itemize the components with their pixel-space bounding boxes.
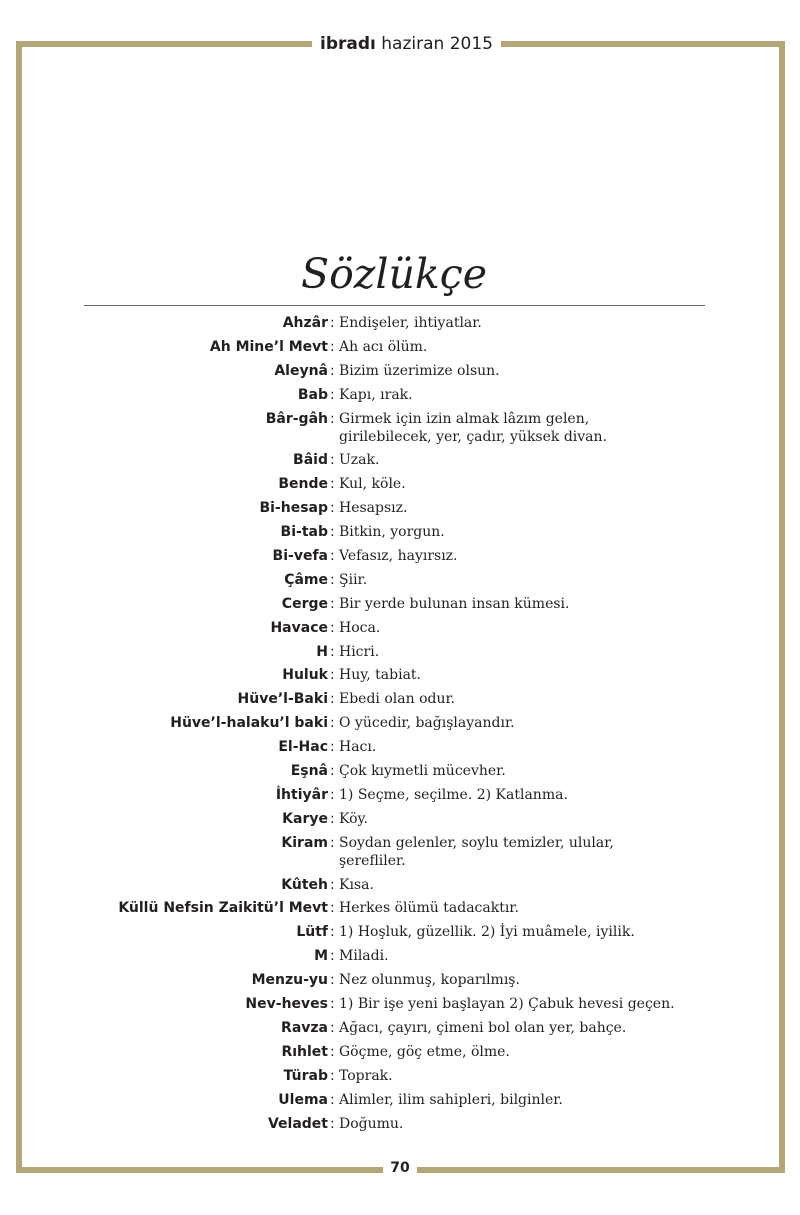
separator: : (330, 500, 335, 517)
glossary-entry (0, 1067, 800, 1085)
term: Hüve’l-Baki (237, 691, 328, 708)
separator: : (330, 362, 335, 379)
term: Huluk (282, 667, 328, 684)
term: Ulema (278, 1091, 328, 1108)
term: Ahzâr (282, 315, 328, 331)
definition: O yücedir, bağışlayandır. (339, 715, 515, 732)
glossary-entry (0, 475, 800, 493)
glossary-entry (0, 666, 800, 684)
definition: Bir yerde bulunan insan kümesi. (339, 595, 570, 612)
glossary-entry (0, 947, 800, 965)
definition: Ebedi olan odur. (339, 691, 456, 708)
glossary-entry (0, 571, 800, 589)
definition: Vefasız, hayırsız. (339, 548, 458, 565)
definition: Ah acı ölüm. (339, 338, 428, 355)
glossary-entry (0, 738, 800, 756)
glossary-entry (0, 362, 800, 380)
separator: : (330, 924, 335, 941)
glossary-entry (0, 386, 800, 404)
separator: : (330, 338, 335, 355)
term: M (314, 948, 328, 965)
separator: : (330, 452, 335, 469)
definition: 1) Seçme, seçilme. 2) Katlanma. (339, 786, 568, 803)
term: Menzu-yu (251, 972, 328, 989)
term: İhtiyâr (275, 786, 328, 803)
glossary-entry (0, 762, 800, 780)
separator: : (330, 386, 335, 403)
glossary-entry (0, 595, 800, 613)
separator: : (330, 715, 335, 732)
glossary-entry (0, 834, 800, 870)
definition: Bitkin, yorgun. (339, 524, 445, 541)
term: Türab (283, 1067, 328, 1084)
definition: Soydan gelenler, soylu temizler, ulular, şerefliler. (339, 834, 614, 869)
separator: : (330, 763, 335, 780)
glossary-entry (0, 786, 800, 804)
definition: Ağacı, çayırı, çimeni bol olan yer, bahçe. (339, 1019, 627, 1036)
separator: : (330, 1091, 335, 1108)
term: Bi-tab (280, 524, 328, 541)
definition: Kul, köle. (339, 476, 406, 493)
separator: : (330, 739, 335, 756)
glossary-list (0, 314, 800, 1138)
separator: : (330, 315, 335, 331)
term: Veladet (267, 1115, 328, 1132)
separator: : (330, 524, 335, 541)
definition: Uzak. (339, 452, 380, 469)
definition: Miladi. (339, 948, 389, 965)
term: Karye (282, 810, 328, 827)
term: Havace (270, 619, 328, 636)
glossary-entry (0, 1019, 800, 1037)
separator: : (330, 595, 335, 612)
glossary-entry (0, 1043, 800, 1061)
separator: : (330, 1067, 335, 1084)
page-number: 70 (383, 1158, 417, 1178)
definition: 1) Bir işe yeni başlayan 2) Çabuk hevesi geçen. (339, 996, 675, 1013)
definition: Endişeler, ihtiyatlar. (339, 315, 482, 331)
term: H (316, 643, 328, 660)
definition: Hacı. (339, 739, 377, 756)
definition: Köy. (339, 810, 369, 827)
term: Lütf (296, 924, 328, 941)
term: Çâme (284, 571, 328, 588)
separator: : (330, 667, 335, 684)
running-header (312, 33, 501, 55)
separator: : (330, 900, 335, 917)
glossary-entry (0, 314, 800, 332)
glossary-entry (0, 971, 800, 989)
definition: Çok kıymetli mücevher. (339, 763, 506, 780)
term: Rıhlet (281, 1043, 328, 1060)
separator: : (330, 571, 335, 588)
term: Bâid (293, 452, 328, 469)
glossary-entry (0, 690, 800, 708)
term: Kûteh (281, 876, 328, 893)
glossary-entry (0, 899, 800, 917)
separator: : (330, 476, 335, 493)
separator: : (330, 410, 335, 427)
definition: Alimler, ilim sahipleri, bilginler. (339, 1091, 563, 1108)
separator: : (330, 548, 335, 565)
separator: : (330, 876, 335, 893)
separator: : (330, 1019, 335, 1036)
glossary-entry (0, 523, 800, 541)
definition: Huy, tabiat. (339, 667, 422, 684)
title-divider (84, 305, 705, 306)
definition: 1) Hoşluk, güzellik. 2) İyi muâmele, iyilik. (339, 924, 635, 941)
term: Bende (278, 476, 328, 493)
term: Bâr-gâh (265, 410, 328, 427)
definition: Kısa. (339, 876, 374, 893)
separator: : (330, 619, 335, 636)
definition: Göçme, göç etme, ölme. (339, 1043, 510, 1060)
term: El-Hac (278, 739, 328, 756)
separator: : (330, 786, 335, 803)
glossary-entry (0, 876, 800, 894)
glossary-entry (0, 338, 800, 356)
term: Bi-vefa (272, 548, 328, 565)
separator: : (330, 643, 335, 660)
glossary-entry (0, 643, 800, 661)
separator: : (330, 1115, 335, 1132)
page-title: Sözlükçe (301, 250, 487, 298)
term: Hüve’l-halaku’l baki (170, 715, 328, 732)
separator: : (330, 948, 335, 965)
definition: Şiir. (339, 571, 368, 588)
separator: : (330, 691, 335, 708)
glossary-entry (0, 451, 800, 469)
definition: Kapı, ırak. (339, 386, 413, 403)
definition: Toprak. (339, 1067, 393, 1084)
definition: Herkes ölümü tadacaktır. (339, 900, 519, 917)
separator: : (330, 834, 335, 851)
definition: Girmek için izin almak lâzım gelen, girilebilecek, yer, çadır, yüksek divan. (339, 410, 607, 445)
term: Kiram (281, 834, 328, 851)
term: Ah Mine’l Mevt (209, 338, 328, 355)
term: Bab (297, 386, 328, 403)
glossary-entry (0, 995, 800, 1013)
term: Aleynâ (274, 362, 328, 379)
glossary-entry (0, 714, 800, 732)
separator: : (330, 1043, 335, 1060)
glossary-entry (0, 1115, 800, 1133)
separator: : (330, 996, 335, 1013)
term: Nev-heves (245, 996, 328, 1013)
definition: Hesapsız. (339, 500, 408, 517)
magazine-name: ibradı (320, 34, 376, 54)
issue-date: haziran 2015 (381, 34, 493, 54)
definition: Hoca. (339, 619, 381, 636)
definition: Hicri. (339, 643, 380, 660)
glossary-entry (0, 410, 800, 446)
glossary-entry (0, 619, 800, 637)
definition: Bizim üzerimize olsun. (339, 362, 500, 379)
definition: Doğumu. (339, 1115, 404, 1132)
term: Ravza (281, 1019, 328, 1036)
separator: : (330, 810, 335, 827)
glossary-entry (0, 923, 800, 941)
term: Küllü Nefsin Zaikitü’l Mevt (118, 900, 328, 917)
term: Eşnâ (290, 763, 328, 780)
glossary-entry (0, 1091, 800, 1109)
term: Bi-hesap (259, 500, 328, 517)
separator: : (330, 972, 335, 989)
glossary-entry (0, 499, 800, 517)
glossary-entry (0, 547, 800, 565)
term: Cerge (281, 595, 328, 612)
glossary-entry (0, 810, 800, 828)
definition: Nez olunmuş, koparılmış. (339, 972, 520, 989)
